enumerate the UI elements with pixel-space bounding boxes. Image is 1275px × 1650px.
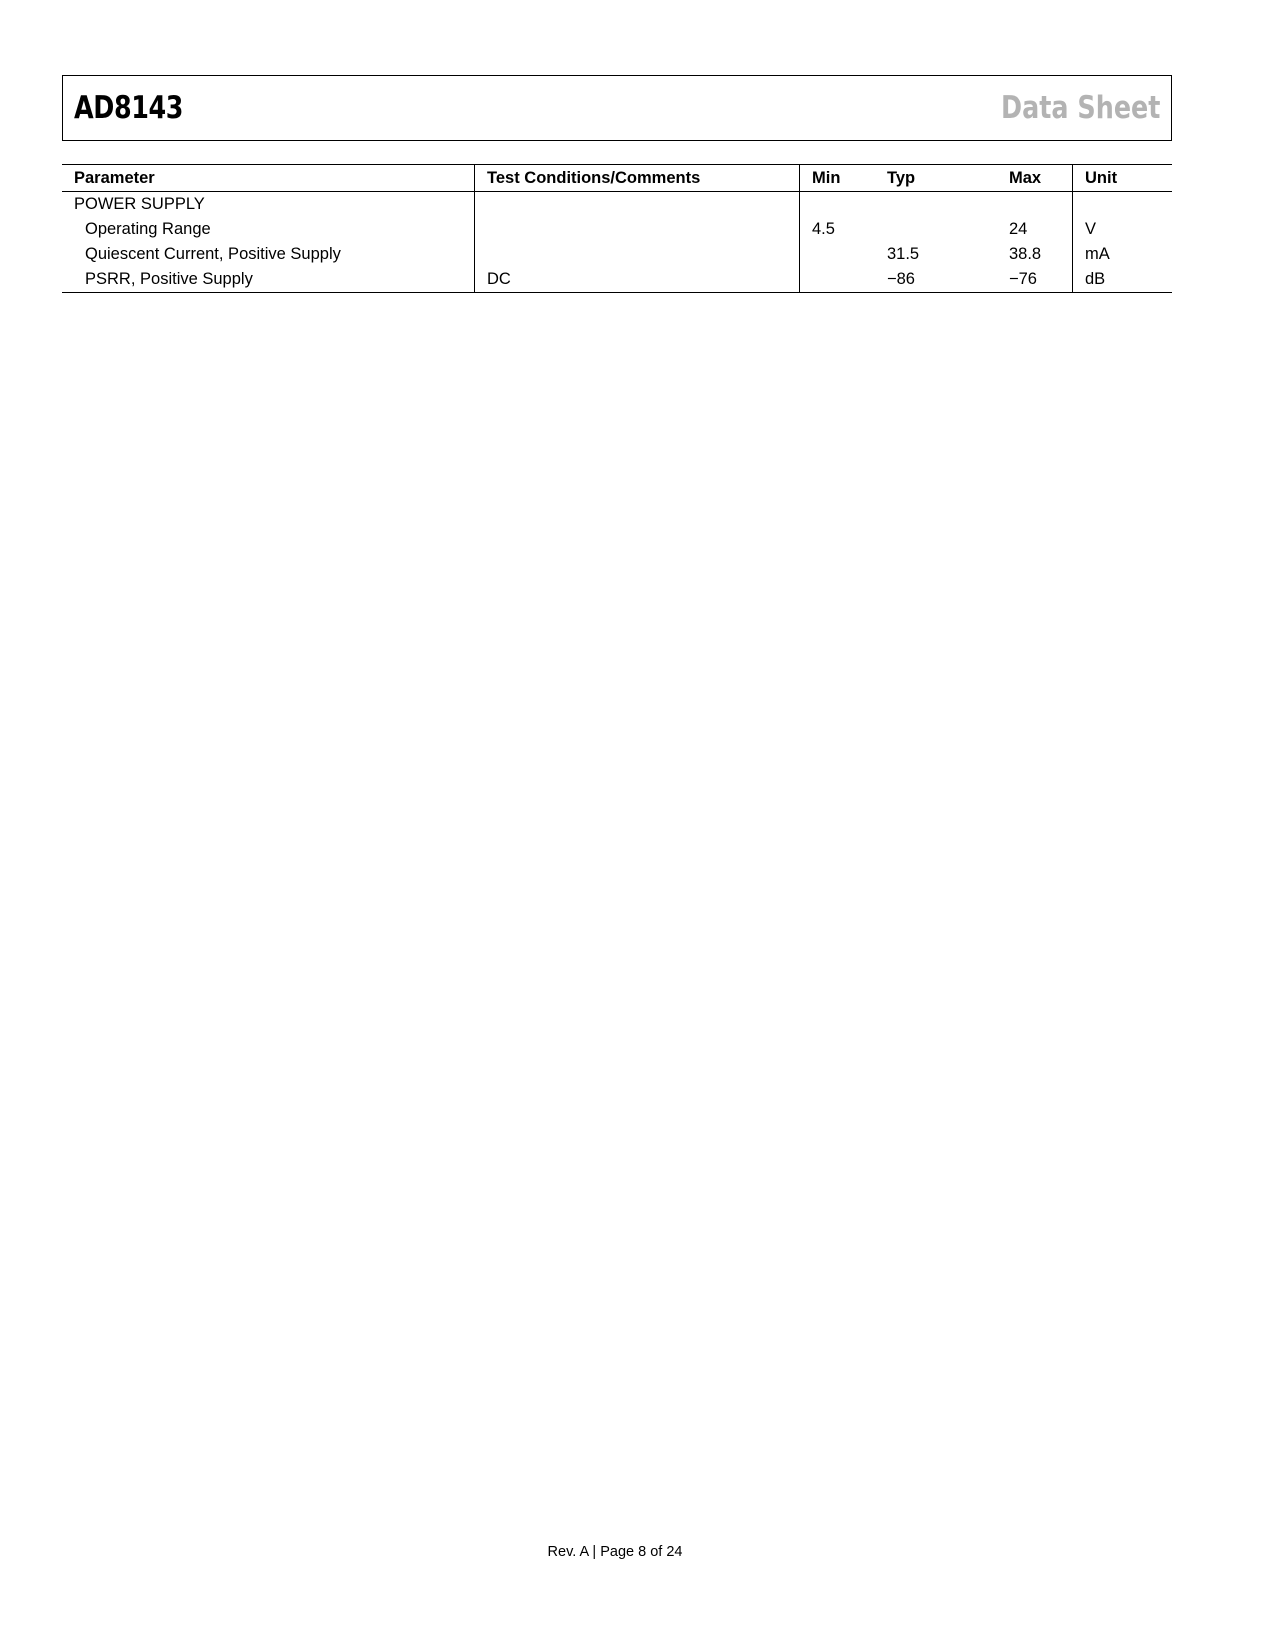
typ-cell: −86 xyxy=(875,267,997,293)
column-header-max: Max xyxy=(997,165,1073,192)
parameter-cell: PSRR, Positive Supply xyxy=(62,267,475,293)
specifications-table xyxy=(62,164,1172,293)
table-row xyxy=(62,242,1172,267)
max-cell: −76 xyxy=(997,267,1073,293)
column-header-min: Min xyxy=(800,165,876,192)
unit-cell: dB xyxy=(1073,267,1173,293)
conditions-cell xyxy=(475,217,800,242)
part-number: AD8143 xyxy=(74,90,184,126)
column-header-typ: Typ xyxy=(875,165,997,192)
column-header-conditions: Test Conditions/Comments xyxy=(475,165,800,192)
section-row xyxy=(62,192,1172,218)
max-cell: 24 xyxy=(997,217,1073,242)
table-row xyxy=(62,267,1172,293)
typ-cell xyxy=(875,217,997,242)
table-row xyxy=(62,217,1172,242)
typ-cell: 31.5 xyxy=(887,245,920,263)
parameter-cell: Operating Range xyxy=(62,217,475,242)
table-cell xyxy=(475,192,800,218)
min-cell xyxy=(800,242,876,267)
unit-cell: V xyxy=(1085,220,1097,238)
page-header xyxy=(62,75,1172,141)
column-header-unit: Unit xyxy=(1073,165,1173,192)
document-type: Data Sheet xyxy=(1000,90,1160,126)
min-cell xyxy=(800,267,876,293)
table-cell xyxy=(875,192,997,218)
table-cell xyxy=(997,192,1073,218)
page-footer: Rev. A | Page 8 of 24 xyxy=(547,1544,683,1560)
parameter-cell: Quiescent Current, Positive Supply xyxy=(62,242,475,267)
unit-cell: mA xyxy=(1085,245,1110,263)
column-header-parameter: Parameter xyxy=(62,165,475,192)
table-cell xyxy=(1073,192,1173,218)
conditions-cell: DC xyxy=(475,267,800,293)
table-cell xyxy=(800,192,876,218)
min-cell: 4.5 xyxy=(812,220,835,238)
conditions-cell xyxy=(475,242,800,267)
section-label: POWER SUPPLY xyxy=(62,192,475,218)
max-cell: 38.8 xyxy=(997,242,1073,267)
table-header-row xyxy=(62,165,1172,192)
